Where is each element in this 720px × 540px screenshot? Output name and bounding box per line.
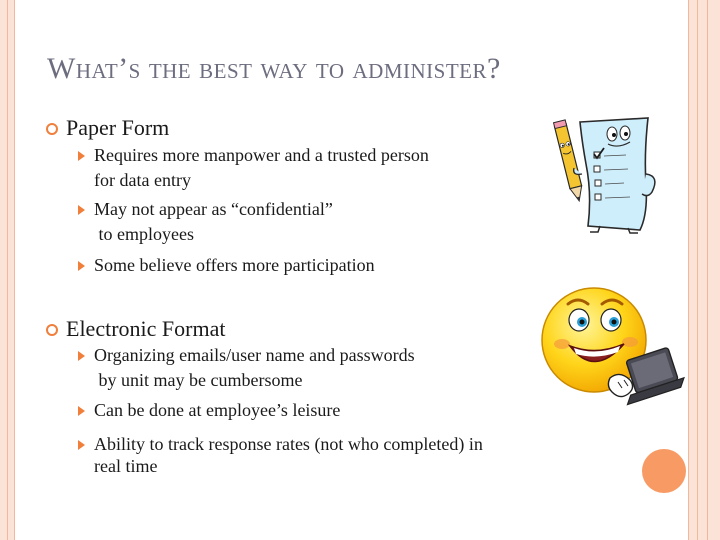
bullet-arrow-icon: [78, 406, 85, 416]
bullet-arrow-icon: [78, 205, 85, 215]
bullet-arrow-icon: [78, 261, 85, 271]
right-border-frame: [688, 0, 720, 540]
decorative-circle: [642, 449, 686, 493]
bullet-text: Organizing emails/user name and passwords: [94, 345, 415, 365]
bullet-text-continued: real time: [94, 456, 158, 476]
section-bullet-icon: [46, 324, 58, 336]
left-border-frame: [0, 0, 15, 540]
bullet-arrow-icon: [78, 440, 85, 450]
section-bullet-icon: [46, 123, 58, 135]
bullet-text: Ability to track response rates (not who completed) in: [94, 434, 483, 454]
bullet-text: Can be done at employee’s leisure: [94, 400, 341, 420]
section-heading-paper-form: Paper Form: [66, 115, 170, 140]
bullet-text: Requires more manpower and a trusted person: [94, 145, 429, 165]
cartoon-checklist-with-pencil-icon: [548, 114, 666, 234]
bullet-text: May not appear as “confidential”: [94, 199, 333, 219]
slide-title: What’s the best way to administer?: [47, 52, 501, 85]
bullet-text-continued: by unit may be cumbersome: [94, 370, 303, 390]
bullet-arrow-icon: [78, 151, 85, 161]
section-heading-electronic-format: Electronic Format: [66, 316, 226, 341]
bullet-arrow-icon: [78, 351, 85, 361]
bullet-text-continued: to employees: [94, 224, 194, 244]
cartoon-smiley-with-laptop-icon: [538, 282, 688, 416]
bullet-text-continued: for data entry: [94, 170, 191, 190]
bullet-text: Some believe offers more participation: [94, 255, 375, 275]
